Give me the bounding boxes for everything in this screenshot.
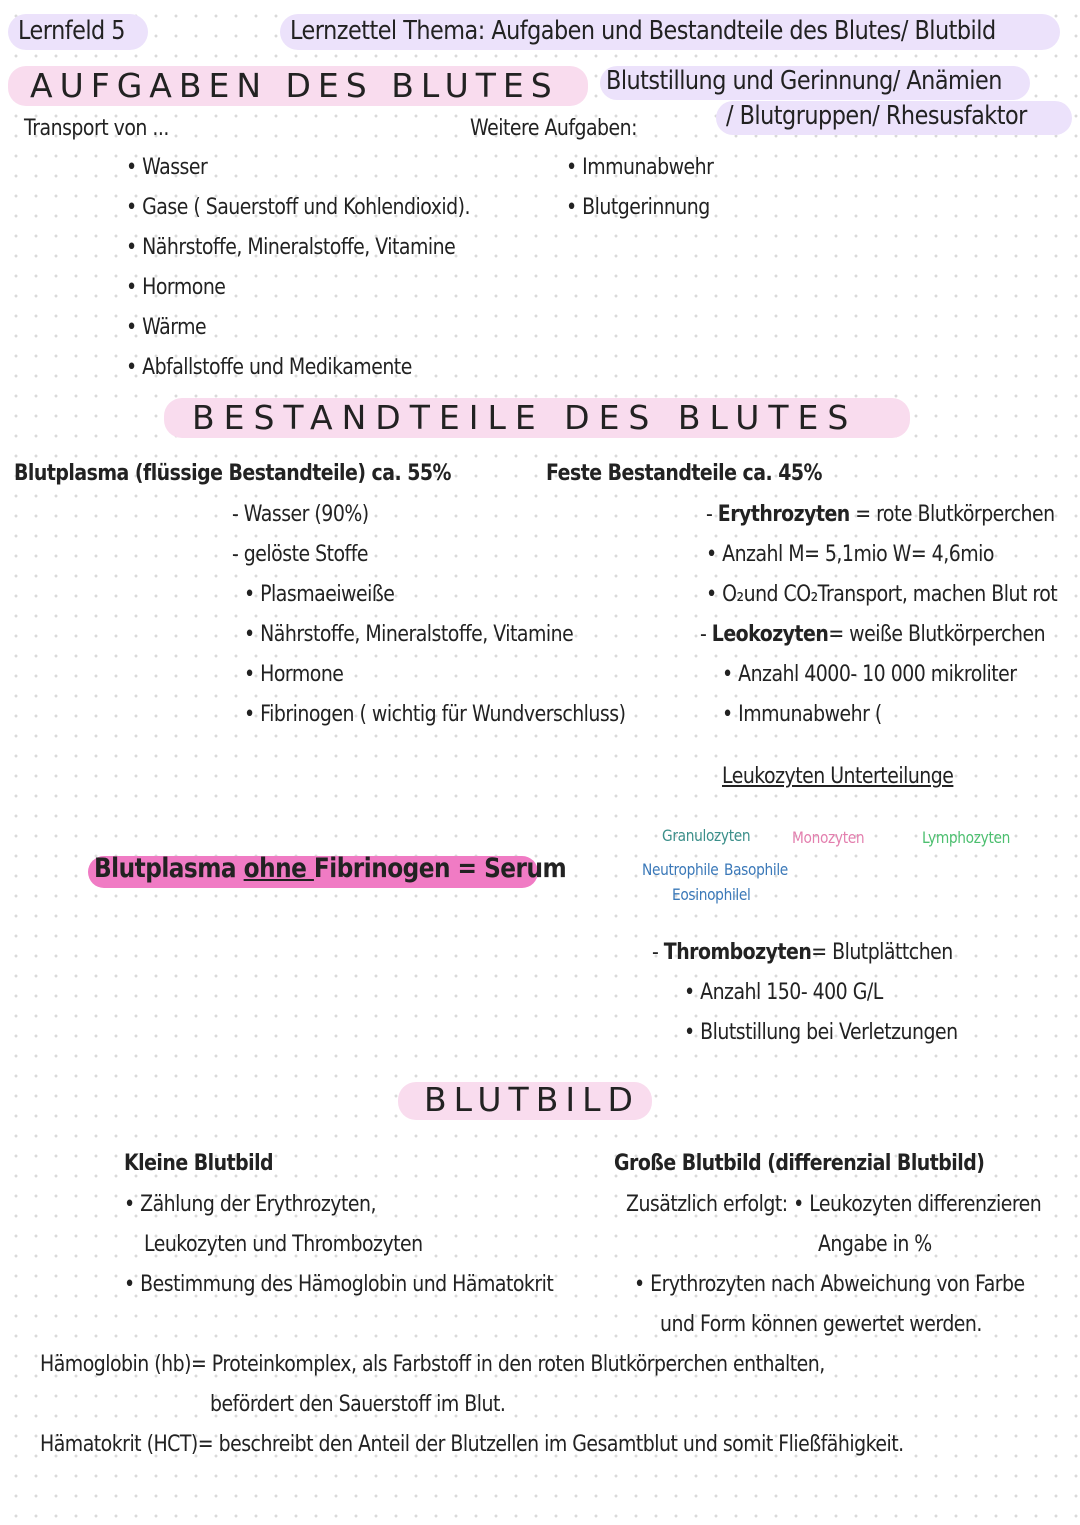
topic-title: Lernzettel Thema: Aufgaben und Bestandteile des Blutes/ Blutbild: [290, 16, 996, 46]
klein-heading: Kleine Blutbild: [124, 1151, 274, 1176]
gross-line3: • Erythrozyten nach Abweichung von Farbe: [634, 1272, 1025, 1297]
ery-def: = rote Blutkörperchen: [849, 502, 1055, 527]
transport-item: • Wasser: [126, 155, 207, 180]
leo-term: Leokozyten: [711, 622, 829, 647]
thr-def: = Blutplättchen: [811, 940, 953, 965]
plasma-item: • Fibrinogen ( wichtig für Wundverschluss): [244, 702, 625, 727]
gross-line1: Zusätzlich erfolgt: • Leukozyten differenzieren: [626, 1192, 1042, 1217]
haemoglobin-line1: Hämoglobin (hb)= Proteinkomplex, als Farbstoff in den roten Blutkörperchen enthalten,: [40, 1352, 825, 1377]
gross-line4: und Form können gewertet werden.: [660, 1312, 982, 1337]
bestandteile-title: BESTANDTEILE DES BLUTES: [192, 398, 858, 437]
serum-part3: Fibrinogen = Serum: [313, 853, 567, 884]
transport-item: • Hormone: [126, 275, 225, 300]
blutbild-title: BLUTBILD: [424, 1080, 640, 1119]
plasma-item: • Hormone: [244, 662, 343, 687]
leo-lymphozyten: Lymphozyten: [922, 828, 1010, 847]
klein-item2: • Bestimmung des Hämoglobin und Hämatokrit: [124, 1272, 553, 1297]
plasma-item: • Plasmaeiweiße: [244, 582, 394, 607]
leo-neutrophile: Neutrophile: [642, 860, 719, 879]
leo-granulozyten: Granulozyten: [662, 826, 751, 845]
ery-line: - Erythrozyten = rote Blutkörperchen: [706, 502, 1055, 527]
ery-transport: • O₂und CO₂Transport, machen Blut rot: [706, 582, 1057, 607]
serum-part1: Blutplasma: [94, 853, 244, 884]
ery-term: Erythrozyten: [717, 502, 850, 527]
plasma-heading: Blutplasma (flüssige Bestandteile) ca. 55%: [14, 461, 451, 486]
haemoglobin-line2: befördert den Sauerstoff im Blut.: [210, 1392, 506, 1417]
serum-ohne: ohne: [243, 853, 314, 884]
leo-basophile: Basophile: [724, 860, 788, 879]
thr-term: Thrombozyten: [663, 940, 812, 965]
transport-item: • Gase ( Sauerstoff und Kohlendioxid).: [126, 195, 470, 220]
leo-def: = weiße Blutkörperchen: [828, 622, 1046, 647]
transport-item: • Nährstoffe, Mineralstoffe, Vitamine: [126, 235, 455, 260]
leo-eosinophile: Eosinophilel: [672, 885, 751, 904]
klein-item1-line1: • Zählung der Erythrozyten,: [124, 1192, 376, 1217]
ery-count: • Anzahl M= 5,1mio W= 4,6mio: [706, 542, 994, 567]
weitere-item: • Immunabwehr: [566, 155, 713, 180]
klein-item1-line2: Leukozyten und Thrombozyten: [144, 1232, 423, 1257]
thr-count: • Anzahl 150- 400 G/L: [684, 980, 883, 1005]
haematokrit-line: Hämatokrit (HCT)= beschreibt den Anteil der Blutzellen im Gesamtblut und somit Fließfähigkeit.: [40, 1432, 904, 1457]
gross-line2: Angabe in %: [818, 1232, 932, 1257]
side-note-line1: Blutstillung und Gerinnung/ Anämien: [606, 66, 1002, 96]
leo-sub-heading: Leukozyten Unterteilunge: [722, 764, 954, 789]
thr-line: - Thrombozyten= Blutplättchen: [652, 940, 953, 965]
feste-heading: Feste Bestandteile ca. 45%: [546, 461, 822, 486]
side-note-line2: / Blutgruppen/ Rhesusfaktor: [726, 101, 1027, 131]
aufgaben-title: AUFGABEN DES BLUTES: [30, 66, 559, 105]
leo-count: • Anzahl 4000- 10 000 mikroliter: [722, 662, 1017, 687]
plasma-wasser: - Wasser (90%): [232, 502, 369, 527]
serum-note: [94, 853, 566, 884]
thr-func: • Blutstillung bei Verletzungen: [684, 1020, 958, 1045]
transport-item: • Abfallstoffe und Medikamente: [126, 355, 412, 380]
course-label: Lernfeld 5: [18, 16, 126, 46]
transport-label: Transport von ...: [24, 116, 169, 141]
plasma-geloest: - gelöste Stoffe: [232, 542, 368, 567]
weitere-item: • Blutgerinnung: [566, 195, 710, 220]
transport-item: • Wärme: [126, 315, 206, 340]
leo-immun: • Immunabwehr (: [722, 702, 882, 727]
leo-monozyten: Monozyten: [792, 828, 865, 847]
plasma-item: • Nährstoffe, Mineralstoffe, Vitamine: [244, 622, 573, 647]
leo-line: - Leokozyten= weiße Blutkörperchen: [700, 622, 1046, 647]
weitere-label: Weitere Aufgaben:: [470, 116, 638, 141]
gross-heading: Große Blutbild (differenzial Blutbild): [614, 1151, 985, 1176]
